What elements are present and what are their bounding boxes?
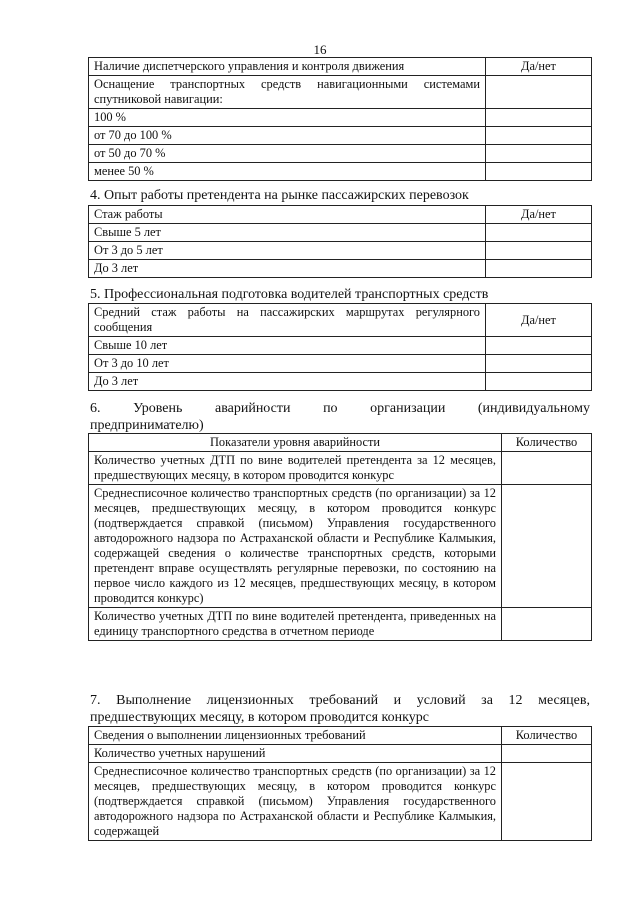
table-row [89, 224, 592, 242]
table-row [89, 337, 592, 355]
option-cell: Свыше 10 лет [89, 337, 486, 355]
table-row [89, 304, 592, 337]
accident-rate-table [88, 433, 592, 641]
dispatch-control-table [88, 57, 592, 181]
option-cell: 100 % [89, 109, 486, 127]
driver-experience-header-cell: Средний стаж работы на пассажирских маршрутах регулярного сообщения [89, 304, 486, 337]
dispatch-header-cell: Наличие диспетчерского управления и контроля движения [89, 58, 486, 76]
license-header-cell: Сведения о выполнении лицензионных требований [89, 727, 502, 745]
indicator-cell: Количество учетных ДТП по вине водителей претендента, приведенных на единицу транспортного средства в отчетном периоде [89, 608, 502, 641]
option-cell: От 3 до 10 лет [89, 355, 486, 373]
section-6-heading-cont: предпринимателю) [90, 418, 204, 433]
indicator-cell: Среднесписочное количество транспортных средств (по организации) за 12 месяцев, предшествующих месяцу, в котором проводится конкурс (подтверждается справкой (письмом) Управления государственного автодорожного надзора по Астраханской области и Республике Калмыкия, содержащей сведения о количестве транспортных средств, которыми претендент вправе осуществлять регулярные перевозки, по состоянию на первое число каждого из 12 месяцев, предшествующих месяцу, в котором проводится конкурс) [89, 485, 502, 608]
indicator-cell: Среднесписочное количество транспортных средств (по организации) за 12 месяцев, предшествующих месяцу, в котором проводится конкурс (подтверждается справкой (письмом) Управления государственного автодорожного надзора по Астраханской области и Республике Калмыкия, содержащей [89, 763, 502, 841]
answer-cell [486, 127, 592, 145]
option-cell: До 3 лет [89, 260, 486, 278]
table-row [89, 745, 592, 763]
table-row [89, 260, 592, 278]
table-row [89, 242, 592, 260]
option-cell: от 70 до 100 % [89, 127, 486, 145]
license-requirements-table [88, 726, 592, 841]
quantity-cell [502, 452, 592, 485]
option-cell: От 3 до 5 лет [89, 242, 486, 260]
yes-no-header-cell: Да/нет [486, 58, 592, 76]
option-cell: от 50 до 70 % [89, 145, 486, 163]
table-row [89, 452, 592, 485]
driver-training-table [88, 303, 592, 391]
table-row [89, 206, 592, 224]
table-row [89, 355, 592, 373]
experience-table [88, 205, 592, 278]
table-row [89, 727, 592, 745]
indicator-cell: Количество учетных ДТП по вине водителей претендента за 12 месяцев, предшествующих месяцу, в котором проводится конкурс [89, 452, 502, 485]
answer-cell [486, 224, 592, 242]
answer-cell [486, 76, 592, 109]
section-5-heading: 5. Профессиональная подготовка водителей транспортных средств [90, 287, 489, 302]
answer-cell [486, 145, 592, 163]
quantity-cell [502, 485, 592, 608]
section-7-heading: 7. Выполнение лицензионных требований и условий за 12 месяцев, [90, 693, 590, 708]
option-cell: менее 50 % [89, 163, 486, 181]
answer-cell [486, 163, 592, 181]
option-cell: До 3 лет [89, 373, 486, 391]
section-7-heading-cont: предшествующих месяцу, в котором проводится конкурс [90, 710, 429, 725]
table-row [89, 434, 592, 452]
table-row [89, 608, 592, 641]
accident-indicators-header-cell: Показатели уровня аварийности [89, 434, 502, 452]
quantity-header-cell: Количество [502, 434, 592, 452]
table-row [89, 763, 592, 841]
option-cell: Свыше 5 лет [89, 224, 486, 242]
yes-no-header-cell: Да/нет [486, 206, 592, 224]
table-row [89, 127, 592, 145]
answer-cell [486, 260, 592, 278]
quantity-header-cell: Количество [502, 727, 592, 745]
page-number: 16 [313, 42, 327, 57]
quantity-cell [502, 745, 592, 763]
table-row [89, 163, 592, 181]
yes-no-header-cell: Да/нет [486, 304, 592, 337]
answer-cell [486, 242, 592, 260]
section-4-heading: 4. Опыт работы претендента на рынке пассажирских перевозок [90, 188, 469, 203]
indicator-cell: Количество учетных нарушений [89, 745, 502, 763]
table-row [89, 485, 592, 608]
navigation-equipment-cell: Оснащение транспортных средств навигационными системами спутниковой навигации: [89, 76, 486, 109]
table-row [89, 109, 592, 127]
experience-header-cell: Стаж работы [89, 206, 486, 224]
table-row [89, 58, 592, 76]
table-row [89, 145, 592, 163]
table-row [89, 373, 592, 391]
answer-cell [486, 355, 592, 373]
quantity-cell [502, 608, 592, 641]
answer-cell [486, 109, 592, 127]
answer-cell [486, 337, 592, 355]
quantity-cell [502, 763, 592, 841]
answer-cell [486, 373, 592, 391]
table-row [89, 76, 592, 109]
section-6-heading: 6. Уровень аварийности по организации (индивидуальному [90, 401, 590, 416]
